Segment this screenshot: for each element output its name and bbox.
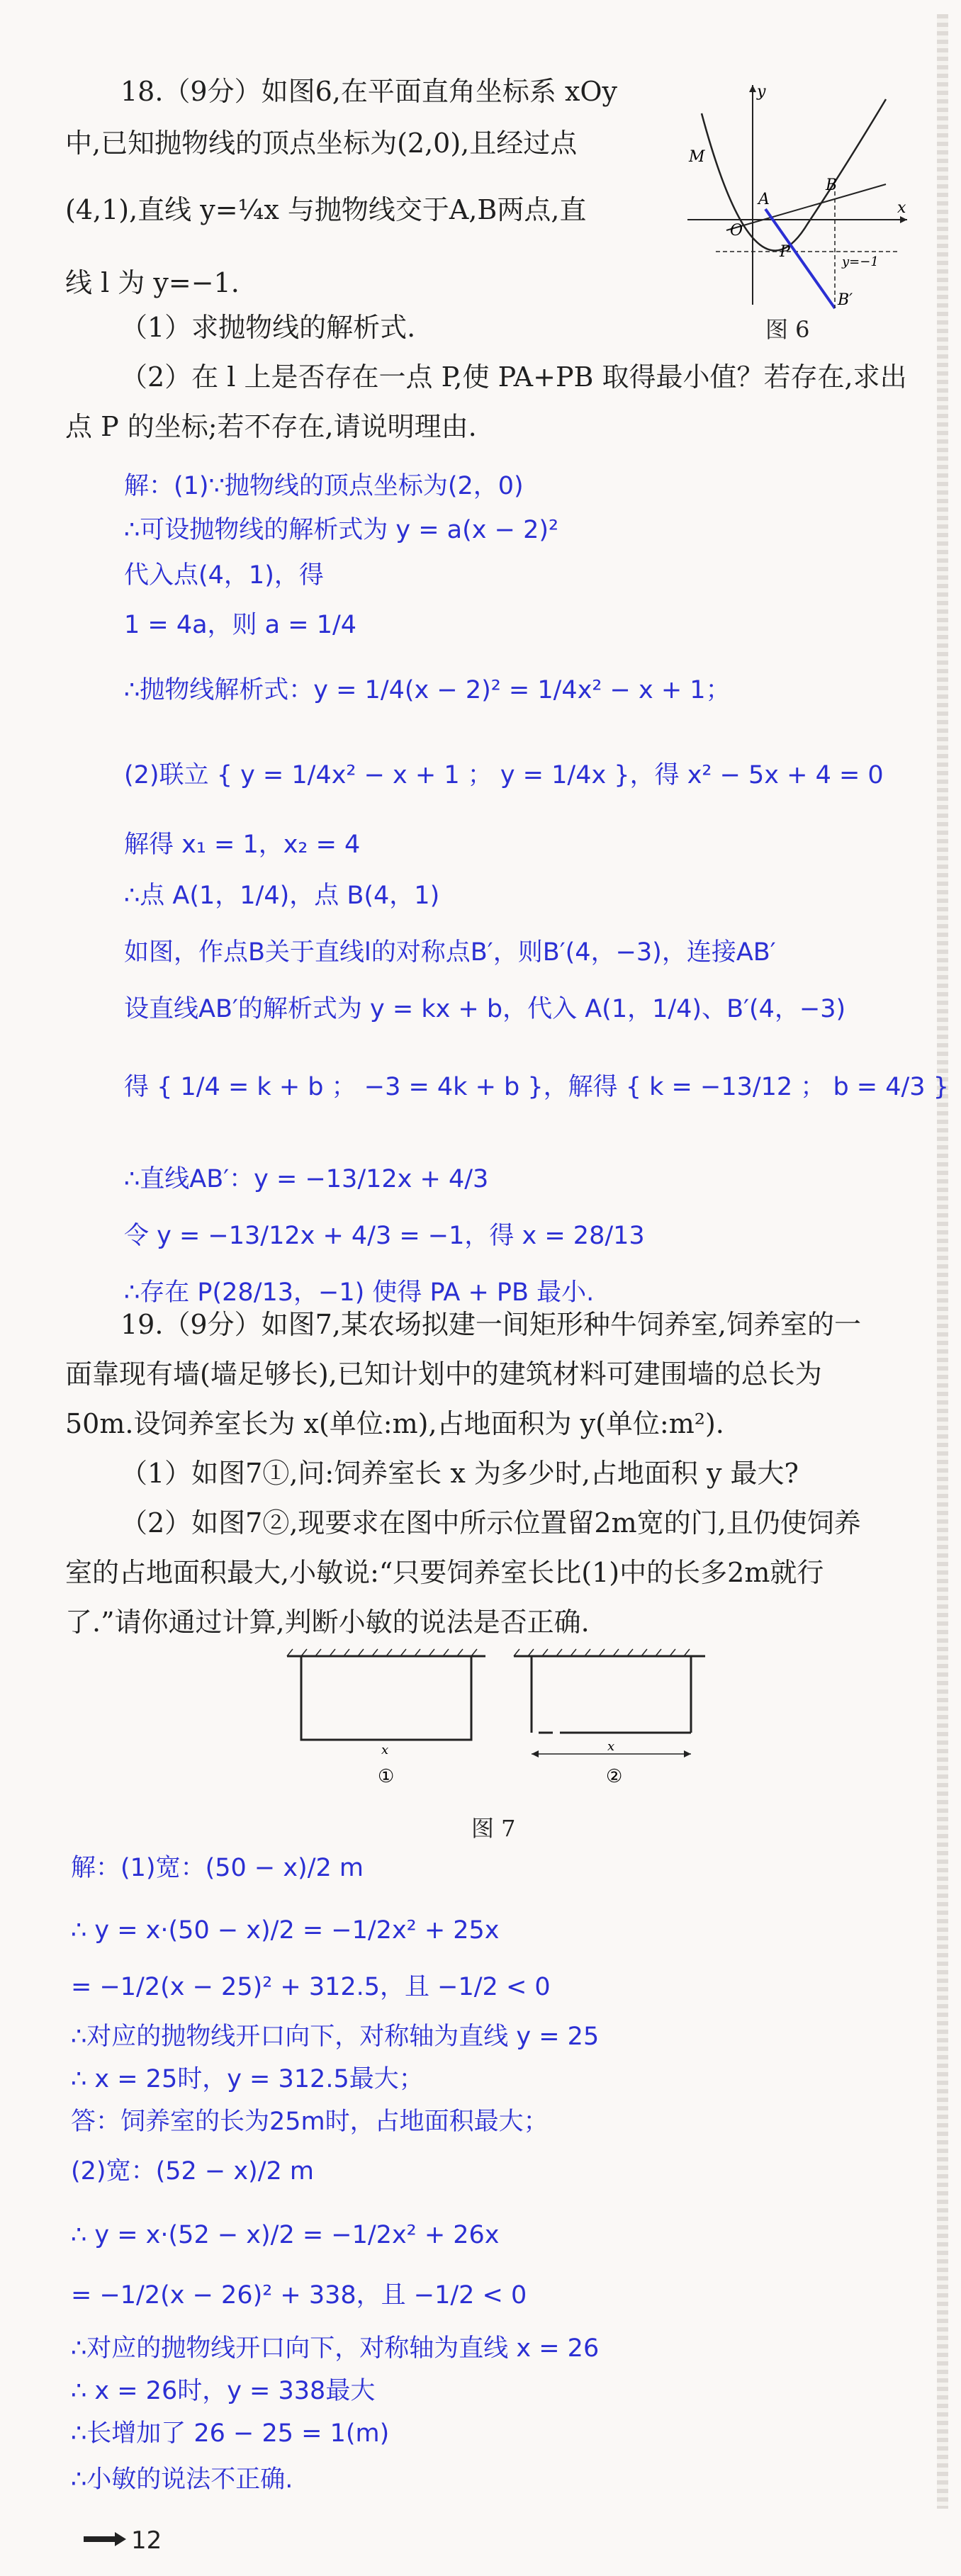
sol18-line: (2)联立 { y = 1/4x² − x + 1 ； y = 1/4x }，得 x² − 5x + 4 = 0 [124,761,884,789]
figure-6-label: y [757,83,766,101]
sol18-line: 令 y = −13/12x + 4/3 = −1，得 x = 28/13 [124,1222,645,1250]
sol18-line: 1 = 4a，则 a = 1/4 [124,611,357,639]
figure-6-label: O [730,222,743,240]
sol19-line: ∴对应的抛物线开口向下，对称轴为直线 x = 26 [71,2334,600,2363]
sol19-line: = −1/2(x − 26)² + 338，且 −1/2 < 0 [71,2281,527,2310]
q18-part-2b: 点 P 的坐标;若不存在,请说明理由. [65,411,477,442]
sol18-line: 解得 x₁ = 1，x₂ = 4 [124,831,361,859]
figure-6-label: M [689,148,705,166]
figure-7-x-label: x [607,1739,615,1754]
figure-6-label: y=−1 [842,254,879,269]
sol19-line: ∴小敏的说法不正确. [71,2465,293,2494]
sol18-line: 代入点(4，1)，得 [124,561,324,590]
figure-7-label-1: ① [378,1766,395,1787]
page-number: 12 [131,2526,162,2555]
sol18-line: ∴可设抛物线的解析式为 y = a(x − 2)² [124,516,559,544]
figure-7-diagram-1 [287,1649,485,1787]
q19-part-2a: （2）如图7②,现要求在图中所示位置留2m宽的门,且仍使饲养 [120,1507,861,1539]
sol18-line: ∴直线AB′：y = −13/12x + 4/3 [124,1165,489,1193]
sol18-line: ∴抛物线解析式：y = 1/4(x − 2)² = 1/4x² − x + 1； [124,676,731,704]
figure-6-parabola-graph [673,71,914,312]
q19-stem-line-3: 50m.设饲养室长为 x(单位:m),占地面积为 y(单位:m²). [65,1408,724,1439]
binding-edge [937,14,948,2509]
sol19-line: ∴ x = 25时，y = 312.5最大； [71,2065,424,2093]
q18-part-2a: （2）在 l 上是否存在一点 P,使 PA+PB 取得最小值？若存在,求出 [120,361,907,393]
sol19-line: 答：饲养室的长为25m时，占地面积最大； [71,2108,549,2136]
figure-6-label: A [758,191,770,208]
q18-stem-line-1: 18.（9分）如图6,在平面直角坐标系 xOy [120,76,617,107]
sol18-line: 解：(1)∵抛物线的顶点坐标为(2，0) [124,472,524,500]
sol19-line: ∴长增加了 26 − 25 = 1(m) [71,2419,390,2448]
sol18-line: ∴存在 P(28/13，−1) 使得 PA + PB 最小. [124,1278,595,1307]
figure-7-diagram-2 [514,1649,705,1787]
figure-7-enclosure-diagrams [280,1648,705,1796]
sol19-line: (2)宽：(52 − x)/2 m [71,2157,314,2186]
sol19-line: 解：(1)宽：(50 − x)/2 m [71,1854,364,1882]
sol18-line: 如图，作点B关于直线l的对称点B′，则B′(4，−3)，连接AB′ [124,938,776,967]
sol19-line: ∴ y = x·(50 − x)/2 = −1/2x² + 25x [71,1916,500,1945]
q18-stem-line-2: 中,已知抛物线的顶点坐标为(2,0),且经过点 [65,128,578,159]
figure-6-label: P [780,243,790,261]
figure-6-label: B [826,176,838,194]
q18-stem-line-3: (4,1),直线 y=¼x 与抛物线交于A,B两点,直 [65,194,587,225]
q19-stem-line-1: 19.（9分）如图7,某农场拟建一间矩形种牛饲养室,饲养室的一 [120,1309,861,1340]
q19-part-2b: 室的占地面积最大,小敏说:“只要饲养室长比(1)中的长多2m就行 [65,1557,824,1588]
q19-part-2c: 了.”请你通过计算,判断小敏的说法是否正确. [65,1607,590,1638]
figure-6-caption: 图 6 [765,316,810,343]
sol19-line: = −1/2(x − 25)² + 312.5，且 −1/2 < 0 [71,1973,551,2001]
figure-6-label: x [897,199,906,217]
q19-part-1: （1）如图7①,问:饲养室长 x 为多少时,占地面积 y 最大? [120,1458,799,1489]
sol18-line: ∴点 A(1，1/4)，点 B(4，1) [124,882,440,910]
figure-7-label-2: ② [606,1766,623,1787]
q19-stem-line-2: 面靠现有墙(墙足够长),已知计划中的建筑材料可建围墙的总长为 [65,1359,822,1390]
q18-part-1: （1）求抛物线的解析式. [120,312,416,343]
figure-7-x-label: x [381,1743,389,1757]
sol18-line: 得 { 1/4 = k + b ； −3 = 4k + b }，解得 { k = −13/12 ； b = 4/3 } [124,1073,949,1101]
figure-7-caption: 图 7 [471,1815,516,1842]
q18-stem-line-4: 线 l 为 y=−1. [65,267,240,298]
sol18-line: 设直线AB′的解析式为 y = kx + b，代入 A(1，1/4)、B′(4，−3) [124,995,846,1023]
sol19-line: ∴ y = x·(52 − x)/2 = −1/2x² + 26x [71,2221,500,2249]
page-arrow-icon [84,2532,126,2546]
sol19-line: ∴ x = 26时，y = 338最大 [71,2377,376,2405]
sol19-line: ∴对应的抛物线开口向下，对称轴为直线 y = 25 [71,2023,600,2051]
figure-6-label: B′ [838,291,853,309]
